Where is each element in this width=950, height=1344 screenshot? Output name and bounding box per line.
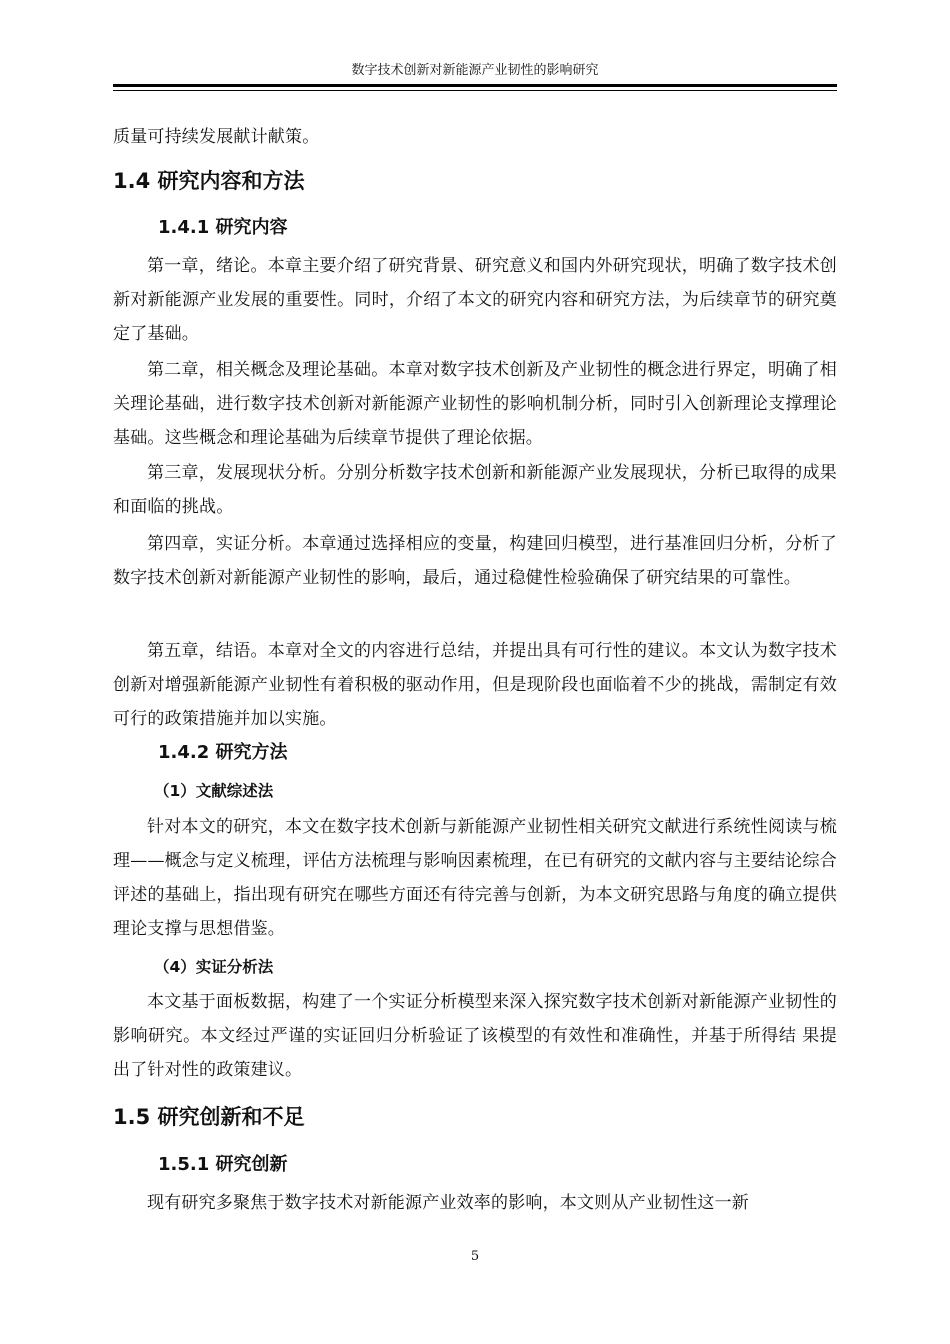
paragraph-intro-continuation: 质量可持续发展献计献策。 <box>113 127 320 147</box>
paragraph-innovation: 现有研究多聚焦于数字技术对新能源产业效率的影响，本文则从产业韧性这一新 <box>147 1193 749 1213</box>
header-rule-thick <box>113 84 837 87</box>
heading-1-4-1: 1.4.1 研究内容 <box>158 217 288 238</box>
heading-method-literature-review: （1）文献综述法 <box>154 782 274 800</box>
paragraph-chapter-3: 第三章，发展现状分析。分别分析数字技术创新和新能源产业发展现状，分析已取得的成果和面临的挑战。 <box>113 463 837 517</box>
heading-1-5-1: 1.5.1 研究创新 <box>158 1154 288 1175</box>
page-number: 5 <box>470 1249 480 1264</box>
paragraph-chapter-1: 第一章，绪论。本章主要介绍了研究背景、研究意义和国内外研究现状，明确了数字技术创新对新能源产业发展的重要性。同时，介绍了本文的研究内容和研究方法，为后续章节的研究奠定了基础。 <box>113 256 837 344</box>
running-header-title: 数字技术创新对新能源产业韧性的影响研究 <box>351 63 599 78</box>
paragraph-chapter-5: 第五章，结语。本章对全文的内容进行总结，并提出具有可行性的建议。本文认为数字技术创新对增强新能源产业韧性有着积极的驱动作用，但是现阶段也面临着不少的挑战，需制定有效可行的政策措施并加以实施。 <box>113 641 837 729</box>
paragraph-chapter-2: 第二章，相关概念及理论基础。本章对数字技术创新及产业韧性的概念进行界定，明确了相关理论基础，进行数字技术创新对新能源产业韧性的影响机制分析，同时引入创新理论支撑理论基础。这些概念和理论基础为后续章节提供了理论依据。 <box>113 360 837 448</box>
heading-method-empirical-analysis: （4）实证分析法 <box>154 958 274 976</box>
heading-1-4: 1.4 研究内容和方法 <box>113 169 305 193</box>
paragraph-chapter-4: 第四章，实证分析。本章通过选择相应的变量，构建回归模型，进行基准回归分析，分析了数字技术创新对新能源产业韧性的影响，最后，通过稳健性检验确保了研究结果的可靠性。 <box>113 534 837 588</box>
paragraph-method-literature-review: 针对本文的研究，本文在数字技术创新与新能源产业韧性相关研究文献进行系统性阅读与梳理——概念与定义梳理，评估方法梳理与影响因素梳理，在已有研究的文献内容与主要结论综合评述的基础上，指出现有研究在哪些方面还有待完善与创新，为本文研究思路与角度的确立提供理论支撑与思想借鉴。 <box>113 817 837 939</box>
heading-1-4-2: 1.4.2 研究方法 <box>158 742 288 763</box>
header-rule-thin <box>113 90 837 91</box>
paragraph-method-empirical-analysis: 本文基于面板数据，构建了一个实证分析模型来深入探究数字技术创新对新能源产业韧性的影响研究。本文经过严谨的实证回归分析验证了该模型的有效性和准确性，并基于所得结 果提出了针对性的政策建议。 <box>113 992 837 1080</box>
heading-1-5: 1.5 研究创新和不足 <box>113 1105 305 1129</box>
